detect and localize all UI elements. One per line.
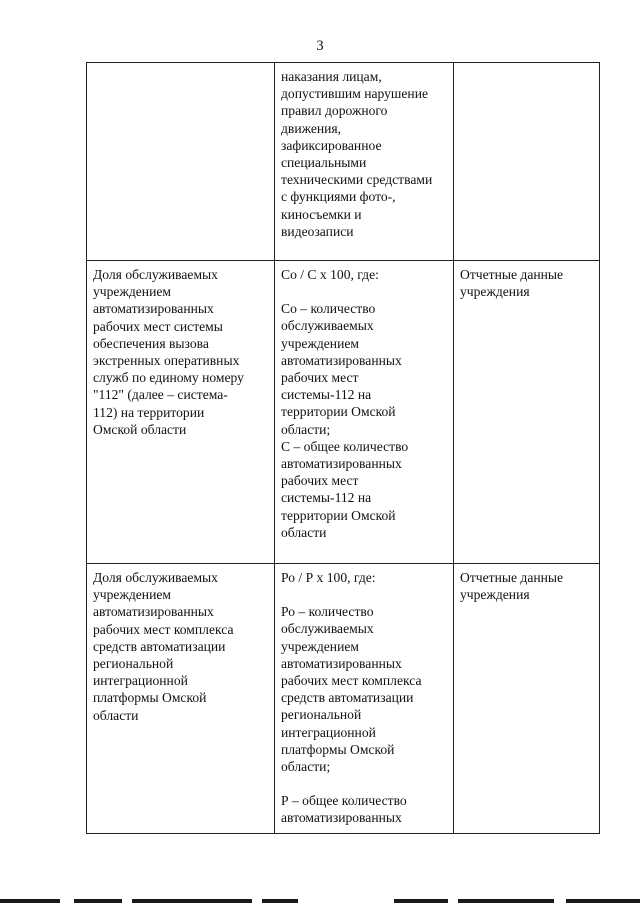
source-cell — [454, 564, 600, 834]
text-line: обеспечения вызова — [93, 335, 209, 351]
text-line: "112" (далее – система- — [93, 387, 228, 403]
text-line: рабочих мест комплекса — [281, 673, 422, 689]
formula-lines — [281, 603, 447, 775]
text-line: киносъемки и — [281, 206, 362, 222]
table-row — [87, 564, 600, 834]
source-lines — [460, 266, 593, 300]
text-line: Доля обслуживаемых — [93, 267, 218, 282]
paragraph-gap — [281, 586, 447, 603]
text-line: учреждением — [281, 638, 359, 654]
table-row — [87, 261, 600, 564]
text-line: учреждением — [93, 587, 171, 603]
text-line: 112) на территории — [93, 404, 205, 420]
text-line: движения, — [281, 120, 342, 136]
text-line: автоматизированных — [281, 456, 402, 472]
text-line: территории Омской — [281, 507, 396, 523]
text-line: рабочих мест — [281, 473, 359, 489]
formula-cell — [275, 63, 454, 261]
formula-head: Ро / Р х 100, где: — [281, 570, 376, 585]
text-line: интеграционной — [281, 724, 376, 740]
text-line: территории Омской — [281, 404, 396, 420]
formula-cell — [275, 564, 454, 834]
paragraph-gap — [281, 775, 447, 792]
text-line: системы-112 на — [281, 387, 372, 403]
text-line: с функциями фото-, — [281, 189, 396, 205]
text-line: учреждением — [93, 284, 171, 300]
text-line: Омской области — [93, 421, 187, 437]
text-line: Отчетные данные — [460, 267, 564, 282]
text-line: области; — [281, 421, 331, 437]
text-line: Доля обслуживаемых — [93, 570, 218, 585]
text-line: средств автоматизации — [281, 690, 414, 706]
text-line: платформы Омской — [93, 690, 207, 706]
indicator-lines — [93, 569, 268, 724]
text-line: области; — [281, 759, 331, 775]
text-line: специальными — [281, 155, 367, 171]
text-line: Р – общее количество — [281, 793, 407, 809]
page-number: 3 — [316, 38, 324, 54]
indicator-cell — [87, 564, 275, 834]
formula-head: Со / С х 100, где: — [281, 267, 379, 282]
scan-edge-artifact — [0, 896, 640, 905]
text-line: экстренных оперативных — [93, 353, 240, 369]
text-line: правил дорожного — [281, 103, 388, 119]
text-line: платформы Омской — [281, 741, 395, 757]
text-line: рабочих мест — [281, 370, 359, 386]
text-line: рабочих мест системы — [93, 318, 223, 334]
indicator-lines — [93, 266, 268, 438]
text-line: видеозаписи — [281, 223, 354, 239]
text-line: учреждения — [460, 284, 530, 300]
formula-cell — [275, 261, 454, 564]
text-line: интеграционной — [93, 673, 188, 689]
formula-tail-lines — [281, 792, 447, 826]
text-line: региональной — [93, 656, 174, 672]
indicator-cell — [87, 261, 275, 564]
text-line: Отчетные данные — [460, 570, 564, 585]
formula-lines — [281, 300, 447, 541]
text-line: автоматизированных — [93, 604, 214, 620]
text-line: обслуживаемых — [281, 621, 374, 637]
text-line: средств автоматизации — [93, 638, 226, 654]
text-line: обслуживаемых — [281, 318, 374, 334]
text-line: области — [281, 524, 327, 540]
text-line: автоматизированных — [281, 810, 402, 826]
text-line: автоматизированных — [281, 352, 402, 368]
text-line: техническими средствами — [281, 172, 433, 188]
text-line: С – общее количество — [281, 438, 409, 454]
source-lines — [460, 569, 593, 603]
text-line: учреждением — [281, 335, 359, 351]
text-line: системы-112 на — [281, 490, 372, 506]
source-cell — [454, 261, 600, 564]
text-line: рабочих мест комплекса — [93, 621, 234, 637]
text-line: области — [93, 707, 139, 723]
indicator-table — [86, 62, 600, 834]
text-line: Ро – количество — [281, 604, 374, 620]
text-line: региональной — [281, 707, 362, 723]
indicator-cell — [87, 63, 275, 261]
text-line: допустившим нарушение — [281, 86, 429, 102]
source-cell — [454, 63, 600, 261]
paragraph-gap — [281, 283, 447, 300]
text-line: служб по единому номеру — [93, 370, 244, 386]
text-line: автоматизированных — [93, 301, 214, 317]
text-line: учреждения — [460, 587, 530, 603]
text-line: зафиксированное — [281, 137, 382, 153]
text-line: автоматизированных — [281, 655, 402, 671]
table-row — [87, 63, 600, 261]
text-line: наказания лицам, — [281, 69, 382, 84]
formula-lines — [281, 68, 447, 240]
text-line: Со – количество — [281, 301, 376, 317]
